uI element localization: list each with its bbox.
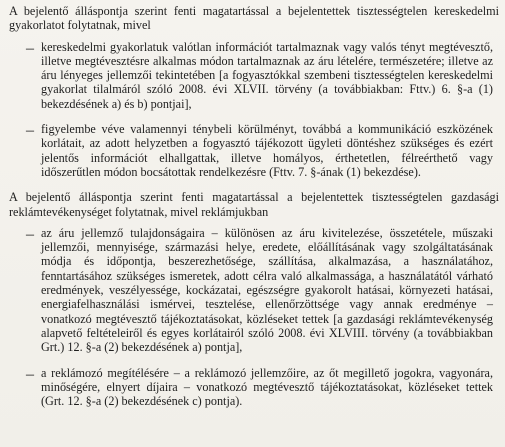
spacer <box>6 355 499 366</box>
section1-intro: A bejelentő álláspontja szerint fenti magatartással a bejelentettek tisztességtelen kereskedelmi gyakorlatot folytatnak, mivel <box>9 4 499 33</box>
section2-item-text: az áru jellemző tulajdonságaira – különösen az áru kivitelezése, összetétele, műszaki jellemzői, mennyisége, származási helye, eredete, előállításának vagy szolgáltatásának módja és időpontja, beszerezhetősége, szállítása, alkalmazása, a használatához, fenntartásához szükséges ismeretek, adott célra való alkalmassága, a használatától várható eredmények, veszélyessége, kockázatai, egészségre gyakorolt hatásai, környezeti hatásai, energiafelhasználási ismérvei, tesztelése, ellenőrzöttsége vagy annak eredménye – vonatkozó megtévesztő tájékoztatásokat, közléseket tettek [a gazdasági reklámtevékenység alapvető feltételeiről és egyes korlátairól szóló 2008. évi XLVIII. törvény (a továbbiakban Grt.) 12. §-a (2) bekezdésének a) pontja], <box>41 225 493 355</box>
section1-item-text: kereskedelmi gyakorlatuk valótlan információt tartalmaznak vagy valós tényt megtévesztő, illetve megtévesztésre alkalmas módon tartalmaznak az áru lételére, természetére; illetve az áru lényeges jellemzői tekintetében [a fogyasztókkal szembeni tisztességtelen kereskedelmi gyakorlat tilalmáról szóló 2008. évi XLVII. törvény (a továbbiakban: Fttv.) 6. §-a (1) bekezdésének a) és b) pontjai], <box>41 39 493 111</box>
section2-list-item <box>6 226 499 355</box>
section1-list-item <box>6 122 499 179</box>
spacer <box>6 219 499 226</box>
list-dash: – <box>26 39 34 57</box>
spacer <box>6 179 499 190</box>
spacer <box>6 111 499 122</box>
section2-intro: A bejelentő álláspontja szerint fenti magatartással a bejelentettek tisztességtelen gazdasági reklámtevékenységet folytatnak, mivel reklámjukban <box>9 190 499 219</box>
list-dash: – <box>26 122 34 140</box>
list-dash: – <box>26 365 34 383</box>
list-dash: – <box>26 225 34 243</box>
section1-list-item <box>6 40 499 111</box>
section2-list-item <box>6 366 499 409</box>
section2-item-text: a reklámozó megítélésére – a reklámozó jellemzőire, az őt megillető jogokra, vagyonára, minőségére, elnyert díjaira – vonatkozó megtévesztő tájékoztatásokat, közléseket tettek (Grt. 12. §-a (2) bekezdésének c) pontja). <box>41 365 493 409</box>
section1-item-text: figyelembe véve valamennyi ténybeli körülményt, továbbá a kommunikáció eszközének korlátait, az adott helyzetben a fogyasztó tájékozott ügyleti döntéshez szükséges és ezért jelentős információt elhallgattak, illetve homályos, érthetetlen, félreérthető vagy időszerűtlen módon bocsátottak rendelkezésre (Fttv. 7. §-ának (1) bekezdése). <box>41 122 493 179</box>
spacer <box>6 33 499 40</box>
